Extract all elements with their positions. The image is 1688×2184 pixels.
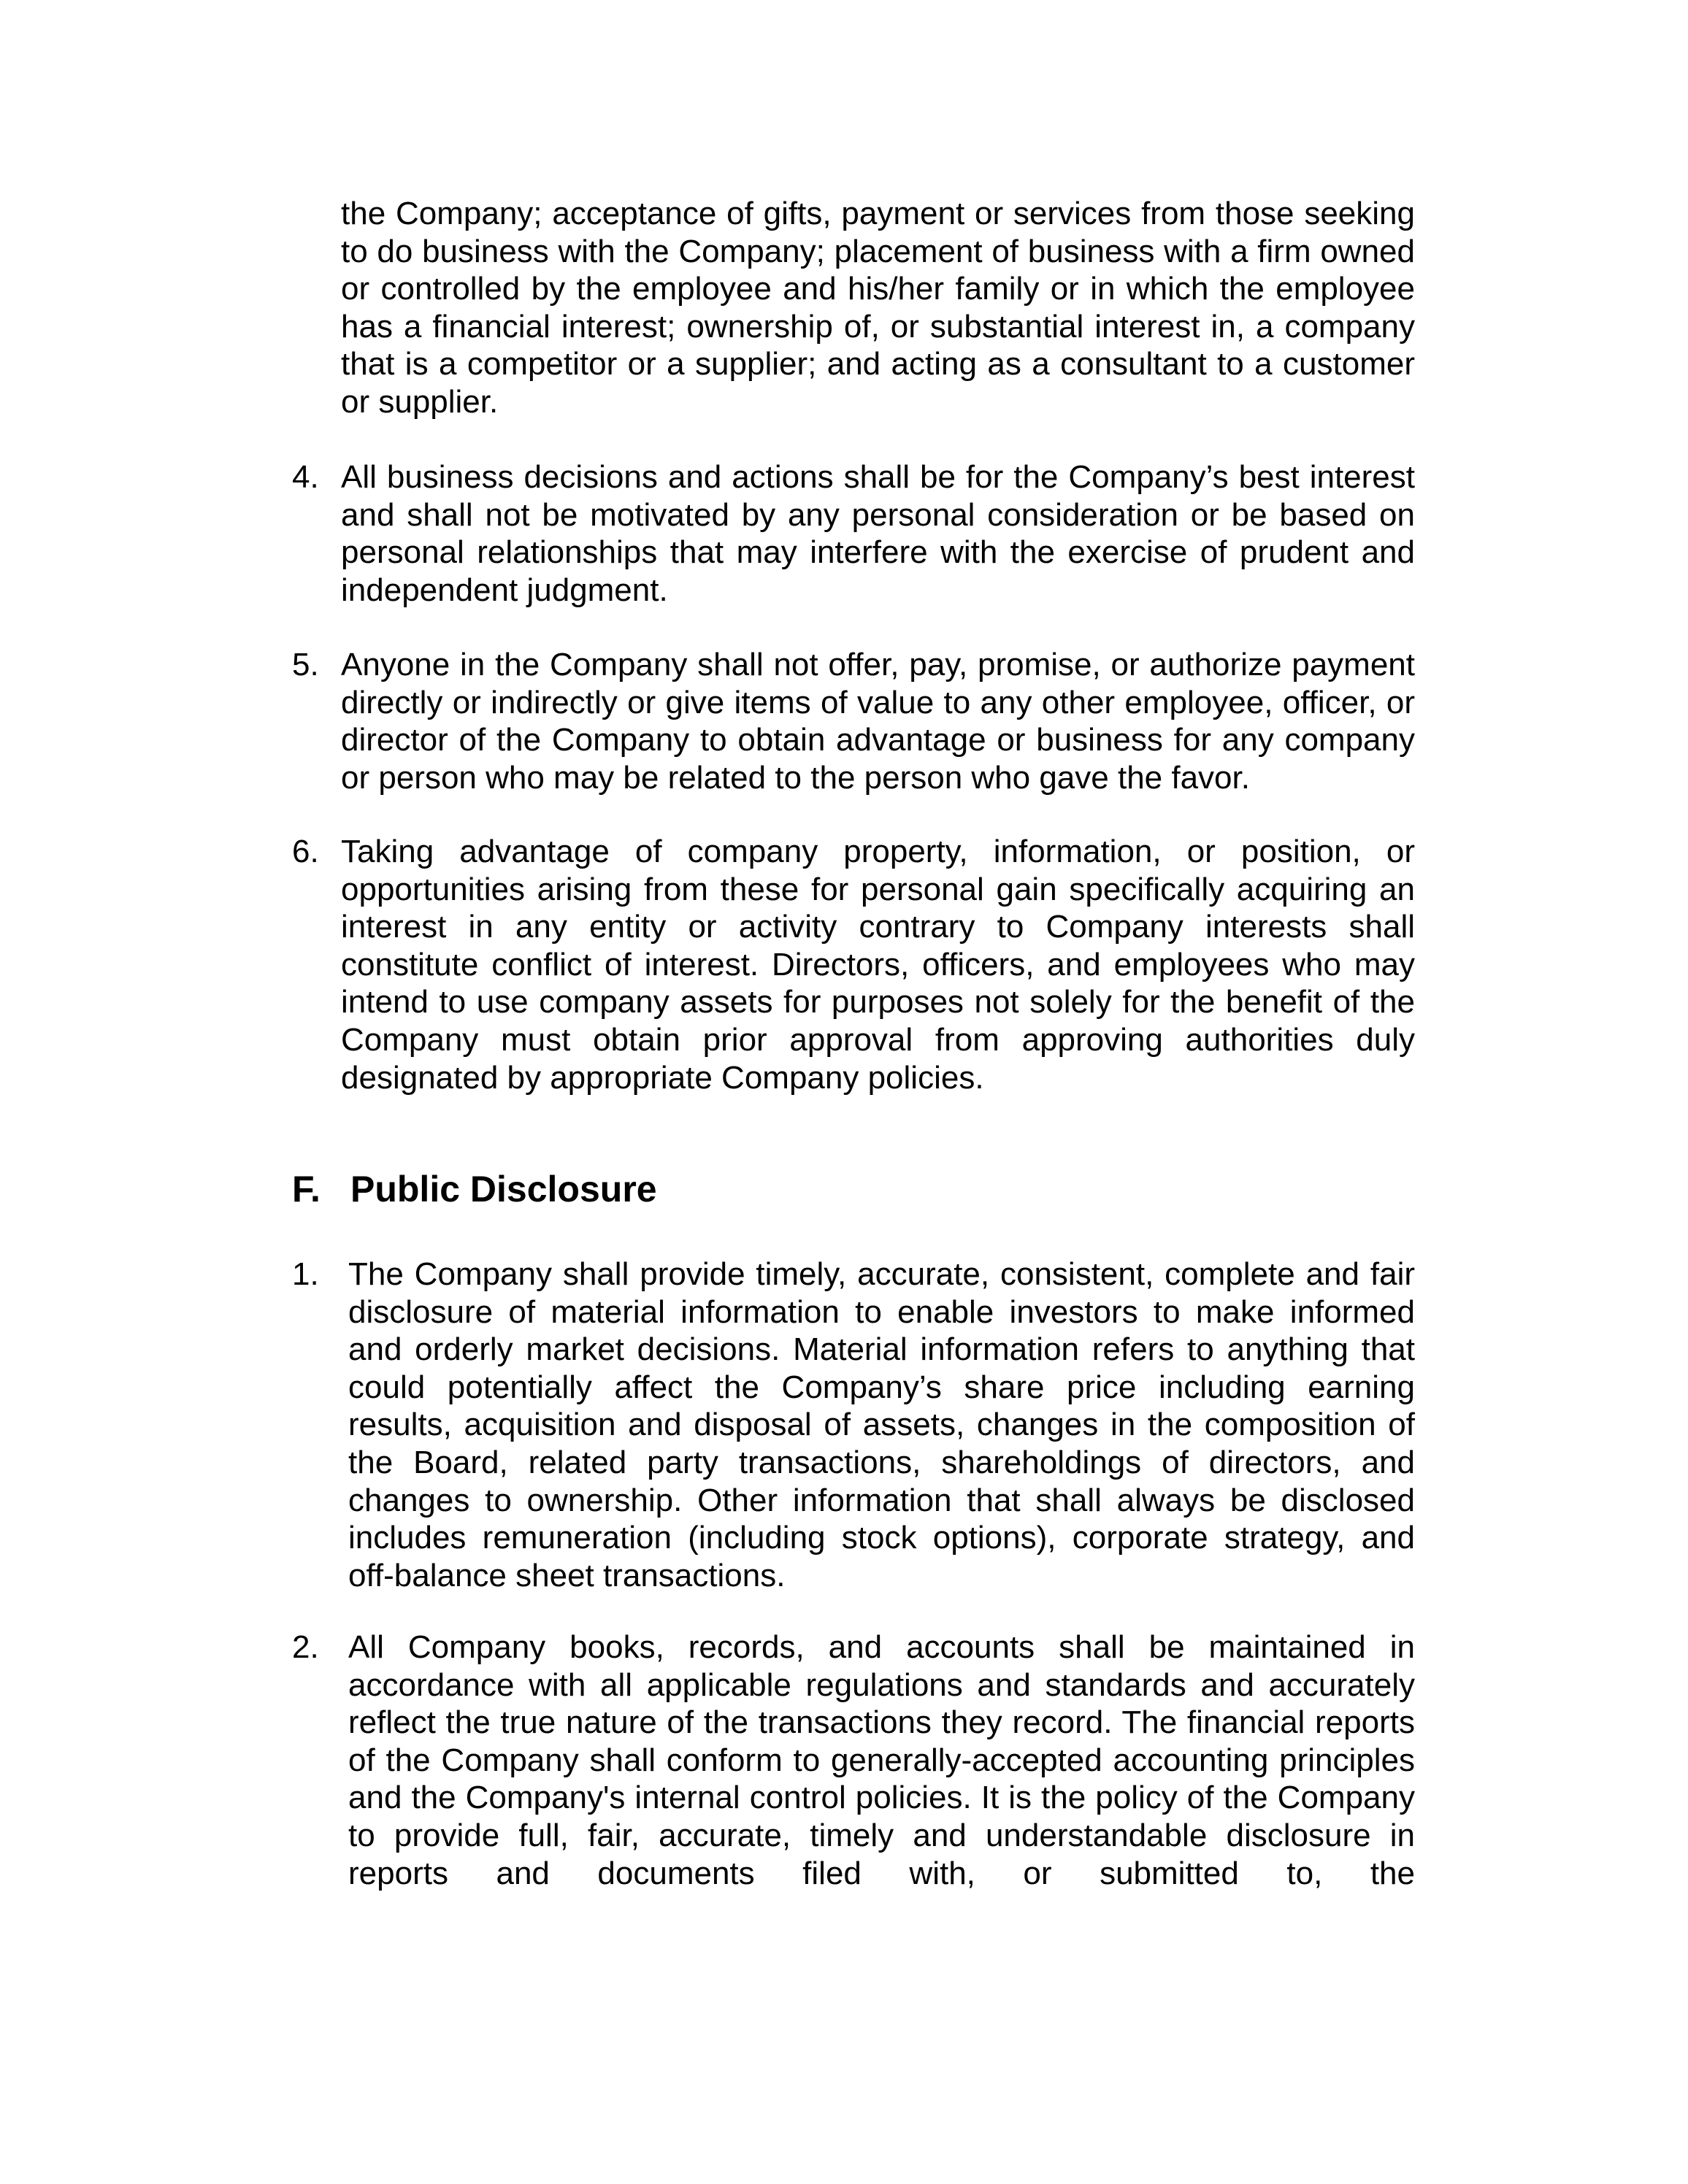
list-number: 2.	[292, 1629, 319, 1665]
list-number: 1.	[292, 1256, 319, 1292]
continuation-paragraph: the Company; acceptance of gifts, payment or services from those seeking to do business with the Company; placement of business with a firm owned or controlled by the employee and his/her family or in which the employee has a financial interest; ownership of, or substantial interest in, a company that is a competitor or a supplier; and acting as a consultant to a customer or supplier.	[341, 196, 1415, 420]
section-title: Public Disclosure	[350, 1169, 657, 1210]
list-number: 4.	[292, 459, 319, 495]
list-item-text: All Company books, records, and accounts shall be maintained in accordance with all applicable regulations and standards and accurately reflect the true nature of the transactions they record. The financial reports of the Company shall conform to generally-accepted accounting principles and the Company's internal control policies. It is the policy of the Company to provide full, fair, accurate, timely and understandable disclosure in reports and documents filed with, or submitted to, the	[348, 1629, 1415, 1891]
list-item-text: Anyone in the Company shall not offer, pay, promise, or authorize payment directly or indirectly or give items of value to any other employee, officer, or director of the Company to obtain advantage or business for any company or person who may be related to the person who gave the favor.	[341, 647, 1415, 796]
list-item-text: Taking advantage of company property, information, or position, or opportunities arising from these for personal gain specifically acquiring an interest in any entity or activity contrary to Company interests shall constitute conflict of interest. Directors, officers, and employees who may intend to use company assets for purposes not solely for the benefit of the Company must obtain prior approval from approving authorities duly designated by appropriate Company policies.	[341, 834, 1415, 1096]
section-letter: F.	[292, 1169, 321, 1210]
section-heading	[292, 1167, 657, 1211]
list-number: 5.	[292, 647, 319, 682]
list-item-text: All business decisions and actions shall be for the Company’s best interest and shall not be motivated by any personal consideration or be based on personal relationships that may interfere with the exercise of prudent and independent judgment.	[341, 459, 1415, 608]
list-item-text: The Company shall provide timely, accurate, consistent, complete and fair disclosure of material information to enable investors to make informed and orderly market decisions. Material information refers to anything that could potentially affect the Company’s share price including earning results, acquisition and disposal of assets, changes in the composition of the Board, related party transactions, shareholdings of directors, and changes to ownership. Other information that shall always be disclosed includes remuneration (including stock options), corporate strategy, and off-balance sheet transactions.	[348, 1256, 1415, 1593]
list-number: 6.	[292, 834, 319, 869]
